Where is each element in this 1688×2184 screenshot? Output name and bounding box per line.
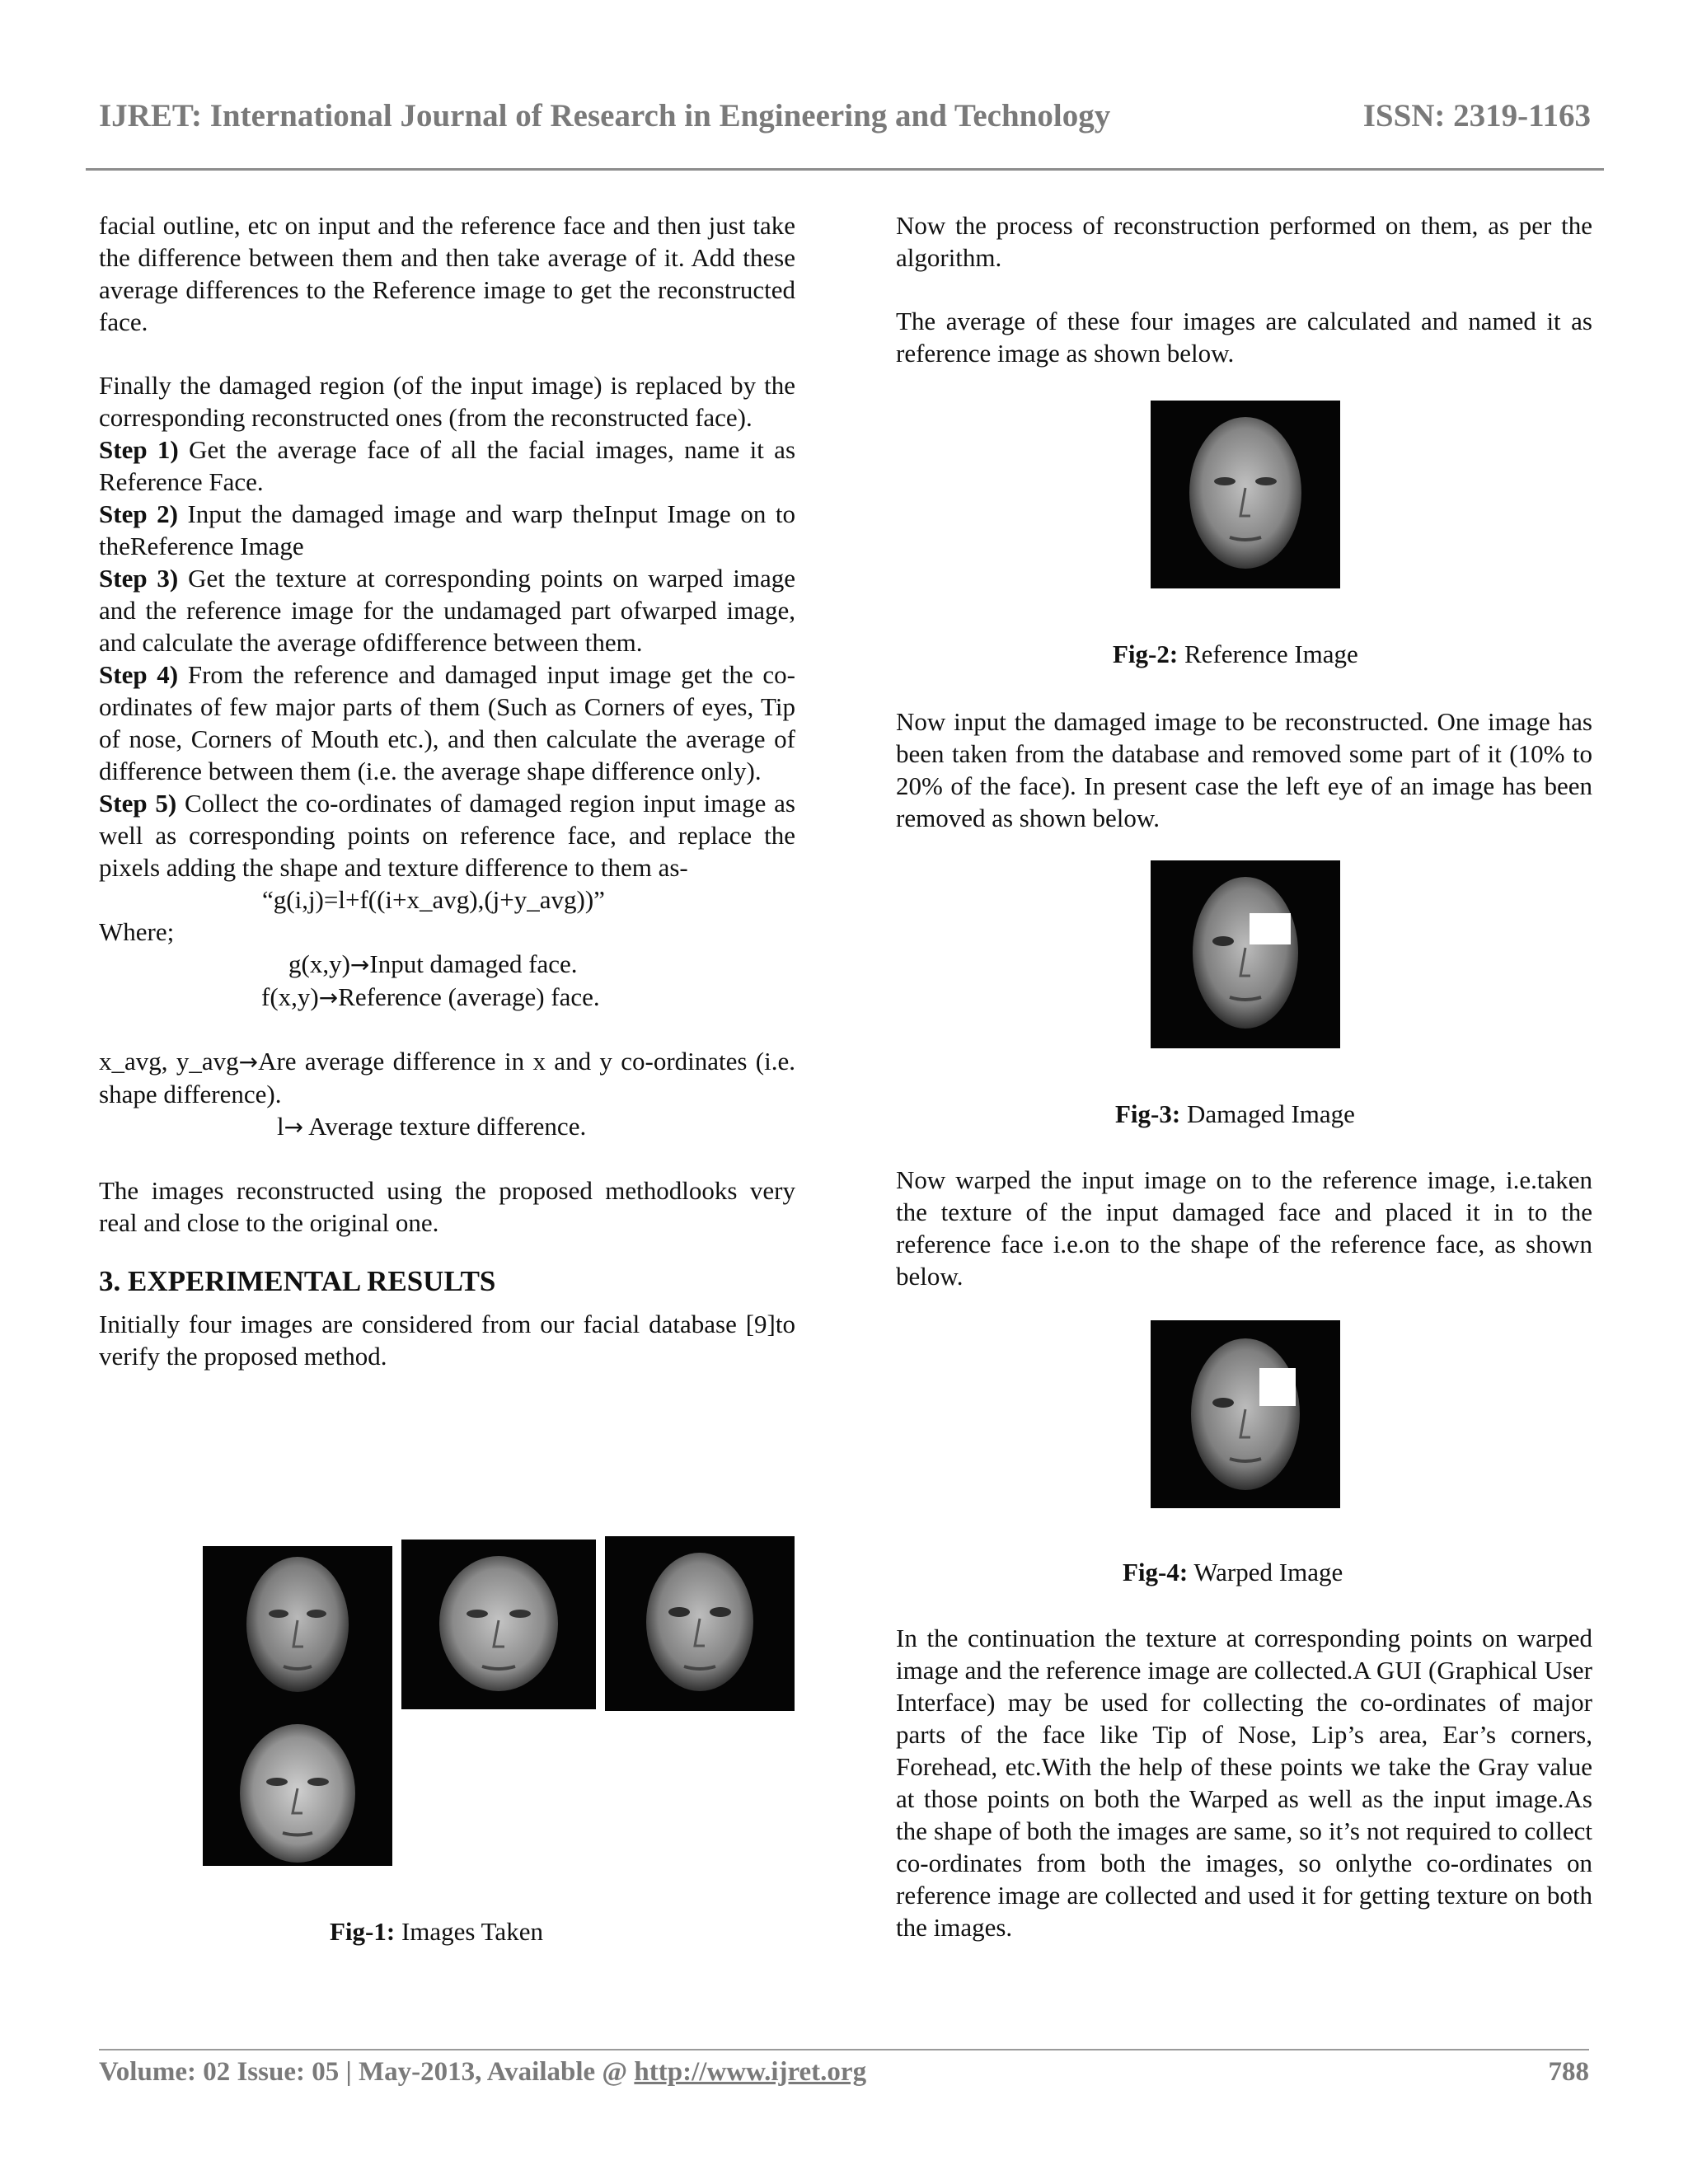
face-photo: [1151, 401, 1340, 588]
page-number: 788: [1548, 2057, 1589, 2087]
step-text: Collect the co-ordinates of damaged region input image as well as corresponding points on reference face, and replace the pixels adding the shape and texture difference to them as-: [99, 789, 795, 882]
arrow-icon: →: [284, 1113, 304, 1141]
def-symbol: l: [277, 1112, 284, 1141]
definition-g: [99, 948, 795, 981]
face-image: [203, 1546, 392, 1711]
caption-text: Warped Image: [1188, 1558, 1343, 1586]
def-symbol: x_avg, y_avg: [99, 1047, 239, 1076]
arrow-icon: →: [349, 951, 370, 978]
face-photo: [1151, 860, 1340, 1048]
page-header: [99, 97, 1591, 147]
caption-text: Damaged Image: [1180, 1099, 1355, 1128]
face-image: [1151, 860, 1340, 1048]
right-column-bottom: [896, 1622, 1592, 1943]
paragraph: The images reconstructed using the proposed methodlooks very real and close to the original one.: [99, 1176, 795, 1237]
page-footer: [99, 2057, 1589, 2098]
paragraph: Now the process of reconstruction performed on them, as per the algorithm.: [896, 211, 1592, 272]
arrow-icon: →: [238, 1048, 259, 1076]
paragraph: Finally the damaged region (of the input image) is replaced by the corresponding reconstructed ones (from the reconstructed face).: [99, 371, 795, 432]
caption-label: Fig-1:: [330, 1917, 396, 1946]
left-column: [99, 209, 795, 1372]
face-image: [401, 1540, 596, 1709]
step-3: [99, 562, 795, 658]
step-label: Step 4): [99, 660, 179, 689]
step-label: Step 1): [99, 435, 179, 464]
step-label: Step 5): [99, 789, 177, 818]
paragraph: Now input the damaged image to be reconstructed. One image has been taken from the database and removed some part of it (10% to 20% of the face). In present case the left eye of an image has been removed as shown below.: [896, 707, 1592, 832]
right-column-mid2: [896, 1164, 1592, 1292]
paragraph: The average of these four images are calculated and named it as reference image as shown below.: [896, 307, 1592, 368]
caption-text: Images Taken: [395, 1917, 543, 1946]
step-1: [99, 434, 795, 498]
paragraph: In the continuation the texture at corresponding points on warped image and the reference image are collected.A GUI (Graphical User Interface) may be used for collecting the co-ordinates of major parts of the face like Tip of Nose, Lip’s area, Ear’s corners, Forehead, etc.With the help of these points we take the Gray value at those points on both the Warped as well as the input image.As the shape of both the images are same, so it’s not required to collect co-ordinates from both the images, so onlythe co-ordinates on reference image are collected and used it for getting texture on both the images.: [896, 1624, 1592, 1942]
where-label: Where;: [99, 917, 175, 946]
face-image: [203, 1711, 392, 1866]
def-symbol: f(x,y): [261, 982, 319, 1011]
face-photo: [203, 1546, 392, 1711]
def-text: Reference (average) face.: [338, 982, 600, 1011]
header-rule: [86, 168, 1604, 171]
step-text: From the reference and damaged input image get the co-ordinates of few major parts of them (Such as Corners of eyes, Tip of nose, Corners of Mouth etc.), and then calculate the average of difference between them (i.e. the average shape difference only).: [99, 660, 796, 785]
right-column-mid: [896, 705, 1592, 834]
caption-text: Reference Image: [1178, 640, 1358, 668]
figure-caption: [1115, 1099, 1355, 1129]
definition-l: [99, 1110, 795, 1143]
step-text: Get the average face of all the facial images, name it as Reference Face.: [99, 435, 796, 496]
volume-text: Volume: 02 Issue: 05 | May-2013, Available @: [99, 2057, 635, 2087]
def-symbol: g(x,y): [288, 949, 350, 978]
footer-volume: [99, 2057, 866, 2088]
face-photo: [401, 1540, 596, 1709]
step-5: [99, 787, 795, 883]
step-label: Step 2): [99, 499, 178, 528]
def-text: Input damaged face.: [369, 949, 578, 978]
face-image: [1151, 1320, 1340, 1508]
def-text: Average texture difference.: [303, 1112, 587, 1141]
definition-xy: [99, 1045, 795, 1110]
step-text: Input the damaged image and warp theInput Image on to theReference Image: [99, 499, 795, 560]
figure-caption: [330, 1917, 543, 1947]
face-photo: [605, 1536, 795, 1711]
arrow-icon: →: [318, 984, 339, 1011]
issn: ISSN: 2319-1163: [1362, 98, 1591, 134]
step-label: Step 3): [99, 564, 179, 593]
caption-label: Fig-2:: [1113, 640, 1179, 668]
section-title: 3. EXPERIMENTAL RESULTS: [99, 1265, 496, 1297]
right-column: [896, 209, 1592, 369]
paragraph: facial outline, etc on input and the reference face and then just take the difference between them and then take average of it. Add these average differences to the Reference image to get the reconstructed face.: [99, 211, 795, 336]
footer-rule: [99, 2049, 1589, 2050]
journal-title: IJRET: International Journal of Research in Engineering and Technology: [99, 98, 1111, 134]
def-text: Are average difference in x and y co-ordinates (i.e. shape difference).: [99, 1047, 796, 1108]
formula: “g(i,j)=l+f((i+x_avg),(j+y_avg))”: [262, 885, 605, 914]
caption-label: Fig-3:: [1115, 1099, 1181, 1128]
face-photo: [1151, 1320, 1340, 1508]
paragraph: Now warped the input image on to the reference image, i.e.taken the texture of the input damaged face and placed it in to the reference face i.e.on to the shape of the reference face, as shown below.: [896, 1165, 1592, 1291]
step-2: [99, 498, 795, 562]
figure-caption: [1113, 640, 1358, 669]
face-image: [605, 1536, 795, 1711]
face-photo: [203, 1711, 392, 1866]
caption-label: Fig-4:: [1123, 1558, 1189, 1586]
face-image: [1151, 401, 1340, 588]
figure-caption: [1123, 1558, 1343, 1587]
journal-url-link[interactable]: http://www.ijret.org: [634, 2057, 867, 2087]
definition-f: [99, 981, 795, 1014]
paragraph: Initially four images are considered from our facial database [9]to verify the proposed method.: [99, 1310, 795, 1371]
step-text: Get the texture at corresponding points on warped image and the reference image for the undamaged part ofwarped image, and calculate the average ofdifference between them.: [99, 564, 795, 657]
step-4: [99, 658, 795, 787]
